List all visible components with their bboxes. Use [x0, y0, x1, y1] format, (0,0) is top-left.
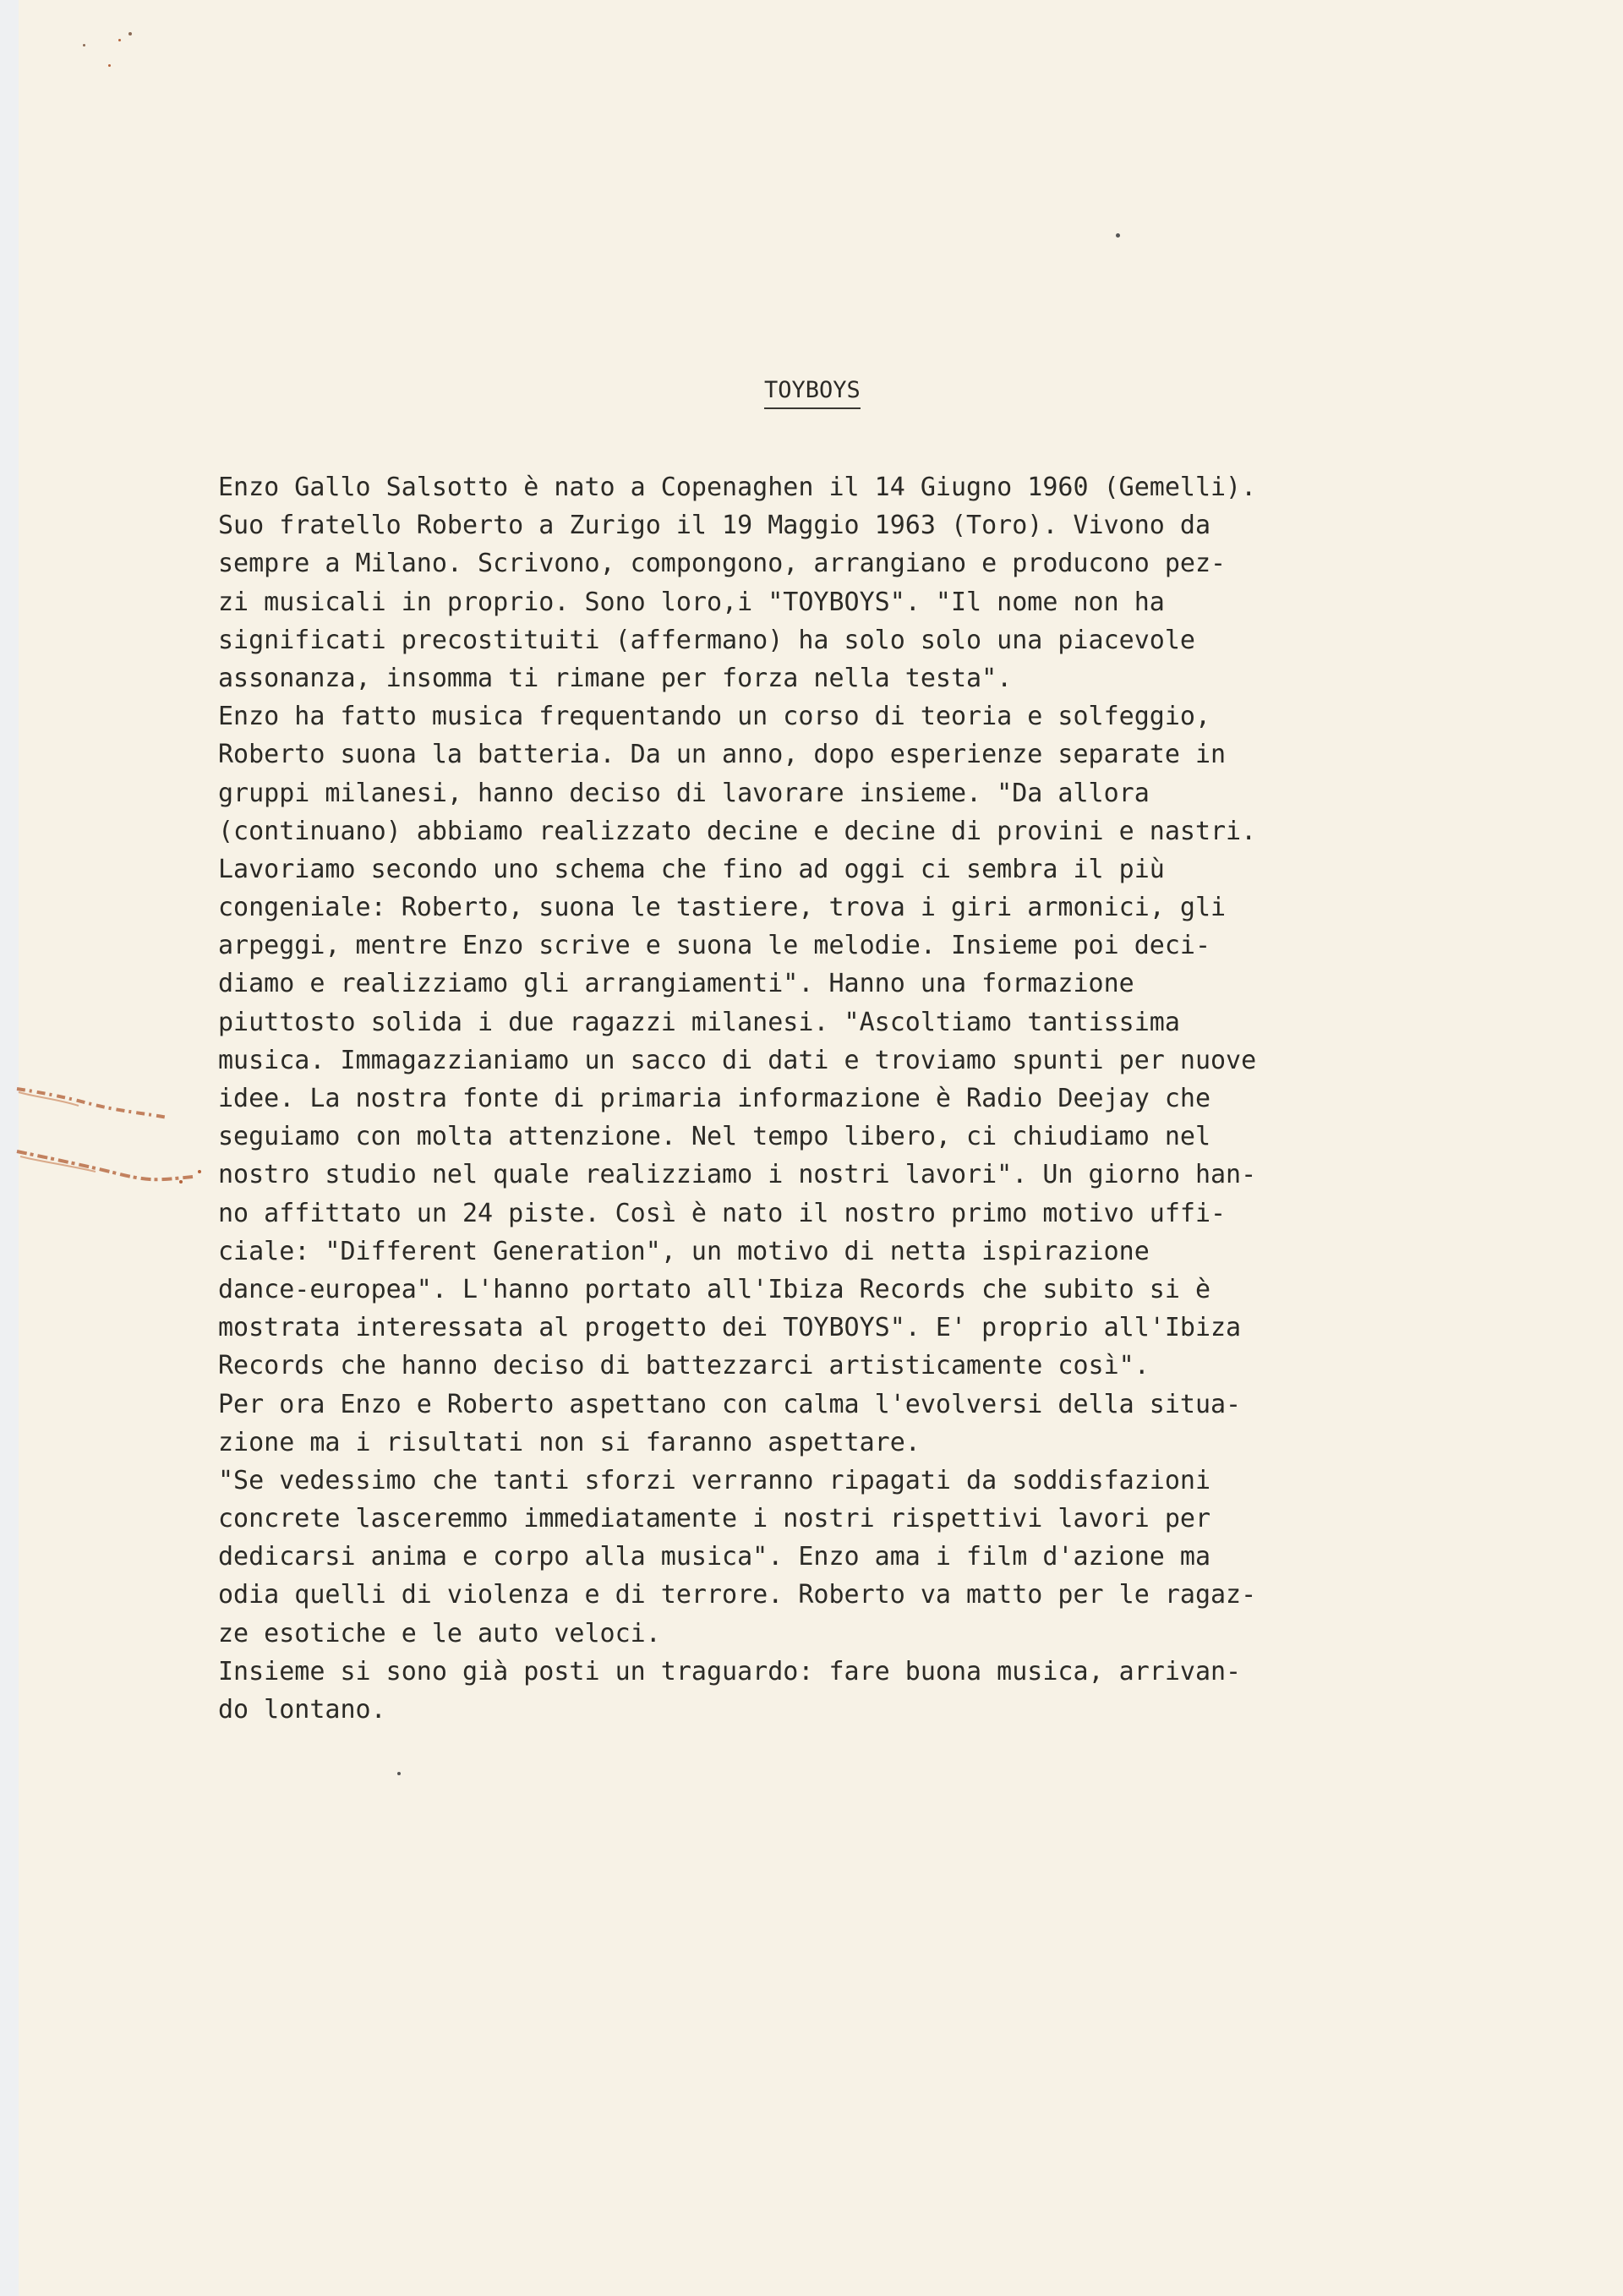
paper-speck: [118, 39, 121, 41]
body-line: Lavoriamo secondo uno schema che fino ad oggi ci sembra il più: [218, 854, 1165, 884]
body-line: Suo fratello Roberto a Zurigo il 19 Maggio 1963 (Toro). Vivono da: [218, 511, 1210, 541]
document-body: [218, 468, 1587, 1729]
body-line: dedicarsi anima e corpo alla musica". Enzo ama i film d'azione ma: [218, 1542, 1210, 1572]
body-line: arpeggi, mentre Enzo scrive e suona le melodie. Insieme poi deci-: [218, 931, 1210, 961]
body-line: nostro studio nel quale realizziamo i nostri lavori". Un giorno han-: [218, 1160, 1257, 1190]
paper-speck: [128, 32, 132, 36]
body-line: odia quelli di violenza e di terrore. Roberto va matto per le ragaz-: [218, 1580, 1257, 1610]
body-line: piuttosto solida i due ragazzi milanesi. "Ascoltiamo tantissima: [218, 1007, 1180, 1037]
body-line: zi musicali in proprio. Sono loro,i "TOYBOYS". "Il nome non ha: [218, 587, 1165, 617]
body-line: sempre a Milano. Scrivono, compongono, arrangiano e producono pez-: [218, 549, 1227, 579]
body-line: Enzo ha fatto musica frequentando un corso di teoria e solfeggio,: [218, 702, 1210, 732]
body-line: gruppi milanesi, hanno deciso di lavorare insieme. "Da allora: [218, 778, 1150, 808]
document-title: TOYBOYS: [764, 377, 861, 409]
body-line: diamo e realizziamo gli arrangiamenti". Hanno una formazione: [218, 969, 1134, 999]
body-line: significati precostituiti (affermano) ha solo solo una piacevole: [218, 625, 1195, 655]
body-line: dance-europea". L'hanno portato all'Ibiza Records che subito si è: [218, 1274, 1210, 1304]
body-line: assonanza, insomma ti rimane per forza nella testa".: [218, 663, 1013, 693]
body-line: congeniale: Roberto, suona le tastiere, trova i giri armonici, gli: [218, 893, 1227, 923]
paper-speck: [1116, 233, 1120, 238]
body-line: ciale: "Different Generation", un motivo di netta ispirazione: [218, 1236, 1150, 1266]
body-line: musica. Immagazzianiamo un sacco di dati e troviamo spunti per nuove: [218, 1045, 1257, 1075]
paper-speck: [83, 44, 85, 46]
body-line: "Se vedessimo che tanti sforzi verranno ripagati da soddisfazioni: [218, 1465, 1210, 1495]
body-line: idee. La nostra fonte di primaria informazione è Radio Deejay che: [218, 1084, 1210, 1113]
body-line: do lontano.: [218, 1695, 386, 1725]
body-line: seguiamo con molta attenzione. Nel tempo libero, ci chiudiamo nel: [218, 1122, 1210, 1152]
body-line: Roberto suona la batteria. Da un anno, dopo esperienze separate in: [218, 740, 1227, 770]
body-line: (continuano) abbiamo realizzato decine e decine di provini e nastri.: [218, 816, 1257, 846]
paper-speck: [108, 64, 111, 67]
body-line: no affittato un 24 piste. Così è nato il nostro primo motivo uffi-: [218, 1198, 1227, 1228]
body-line: ze esotiche e le auto veloci.: [218, 1618, 661, 1648]
body-line: Per ora Enzo e Roberto aspettano con calma l'evolversi della situa-: [218, 1389, 1242, 1419]
body-line: Enzo Gallo Salsotto è nato a Copenaghen il 14 Giugno 1960 (Gemelli).: [218, 473, 1257, 502]
body-line: concrete lasceremmo immediatamente i nostri rispettivi lavori per: [218, 1504, 1210, 1534]
body-line: zione ma i risultati non si faranno aspettare.: [218, 1427, 921, 1457]
body-line: Insieme si sono già posti un traguardo: fare buona musica, arrivan-: [218, 1656, 1242, 1686]
body-line: mostrata interessata al progetto dei TOYBOYS". E' proprio all'Ibiza: [218, 1313, 1242, 1343]
body-line: Records che hanno deciso di battezzarci artisticamente così".: [218, 1351, 1150, 1381]
paper-speck: [397, 1772, 401, 1775]
rust-stain-marks: [15, 1074, 210, 1209]
